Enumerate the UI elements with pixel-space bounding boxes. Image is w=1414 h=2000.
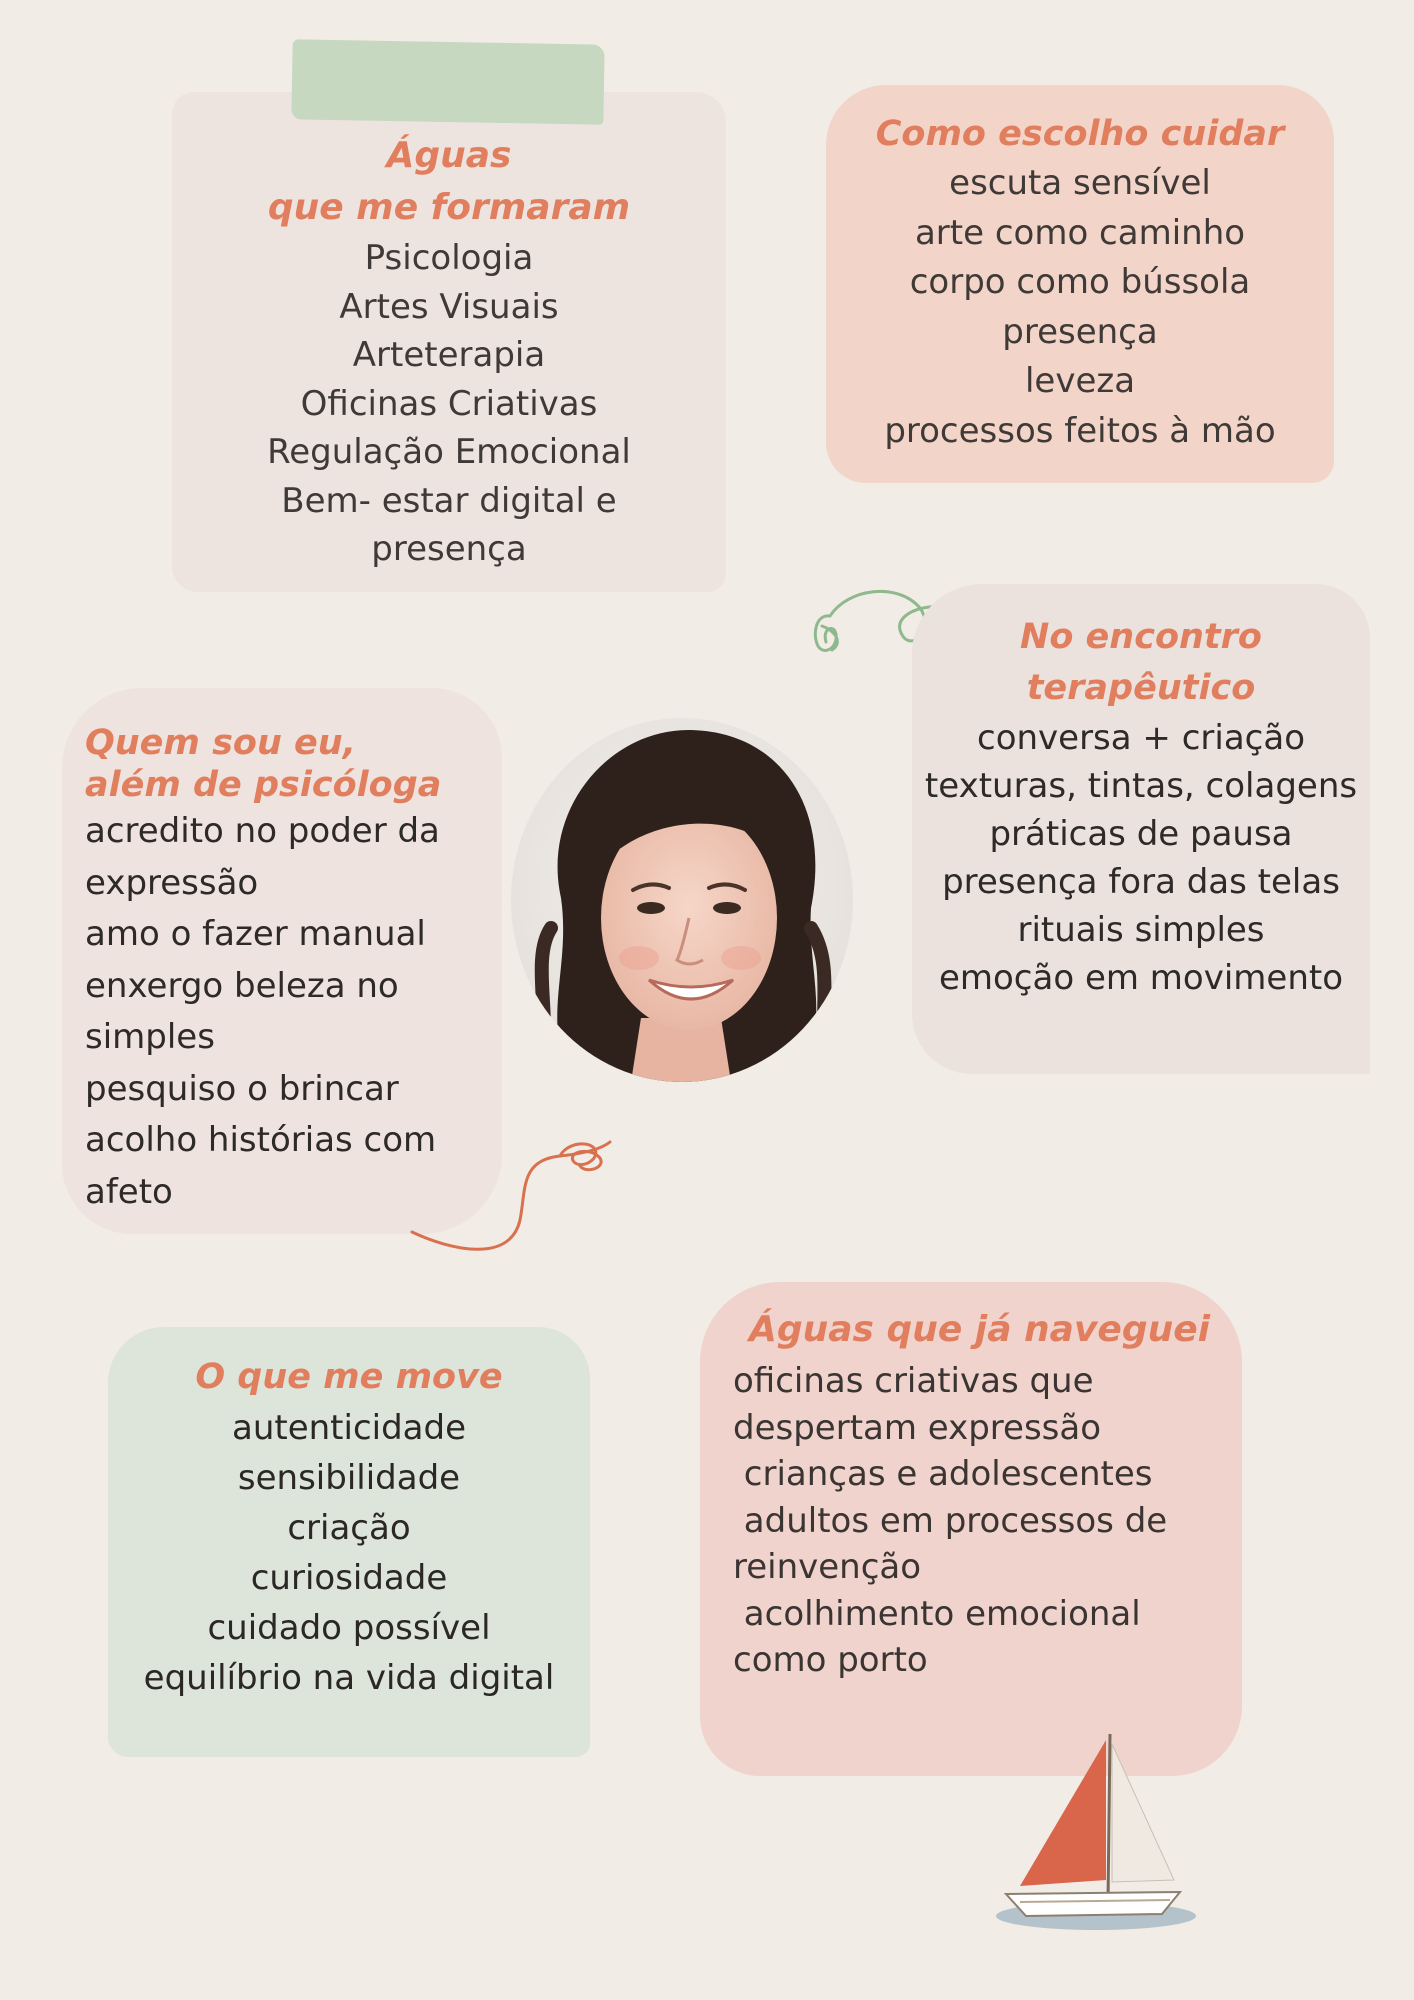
list-item: presença fora das telas [942, 862, 1340, 902]
list-item: leveza [1024, 361, 1136, 401]
list-item: presença [1002, 311, 1158, 352]
list-item: despertam expressão [733, 1407, 1102, 1448]
list-item: expressão [85, 862, 259, 903]
list-item: curiosidade [250, 1558, 448, 1598]
card-aguas-que-me-formaram [172, 92, 726, 592]
washi-tape-decoration [291, 39, 604, 124]
card-title-line: No encontro [1020, 617, 1262, 657]
list-item: acolho histórias com [85, 1120, 437, 1160]
list-item: acolhimento emocional [733, 1593, 1141, 1634]
list-item: Oficinas Criativas [300, 383, 598, 424]
list-item: processos feitos à mão [884, 410, 1276, 451]
list-item: cuidado possível [207, 1608, 491, 1648]
list-item: adultos em processos de [733, 1500, 1168, 1541]
list-item: amo o fazer manual [85, 914, 426, 954]
list-item: afeto [85, 1171, 173, 1212]
list-item: Artes Visuais [339, 286, 559, 327]
list-item: pesquiso o brincar [85, 1068, 399, 1109]
list-item: arte como caminho [914, 212, 1246, 253]
list-item: Bem- estar digital e [281, 480, 617, 521]
list-item: criação [287, 1508, 411, 1548]
card-title: Como escolho cuidar [875, 114, 1285, 154]
list-item: crianças e adolescentes [733, 1454, 1153, 1494]
card-title-line: Águas [386, 135, 512, 176]
list-item: simples [85, 1017, 215, 1057]
sailboat-illustration [990, 1730, 1196, 1940]
list-item: como porto [733, 1640, 928, 1680]
list-item: autenticidade [231, 1408, 466, 1448]
list-item: escuta sensível [949, 163, 1211, 203]
card-title: Águas que já naveguei [749, 1309, 1210, 1350]
list-item: Regulação Emocional [267, 432, 631, 472]
card-no-encontro-terapeutico [912, 584, 1370, 1074]
card-title-line: Quem sou eu, [85, 723, 356, 763]
card-title-line: além de psicóloga [85, 765, 442, 805]
list-item: texturas, tintas, colagens [924, 766, 1358, 806]
list-item: emoção em movimento [938, 958, 1344, 998]
list-item: Psicologia [364, 238, 534, 278]
card-como-escolho-cuidar [826, 85, 1334, 483]
card-title-line: terapêutico [1026, 668, 1256, 708]
list-item: conversa + criação [977, 718, 1305, 758]
list-item: oficinas criativas que [733, 1361, 1094, 1401]
card-aguas-que-ja-naveguei [700, 1282, 1242, 1776]
portrait-photo [511, 718, 853, 1082]
list-item: enxergo beleza no [85, 965, 399, 1006]
list-item: reinvenção [733, 1547, 922, 1587]
list-item: rituais simples [1017, 910, 1265, 950]
card-o-que-me-move [108, 1327, 590, 1757]
card-title-line: que me formaram [267, 187, 631, 228]
list-item: sensibilidade [237, 1458, 461, 1498]
list-item: acredito no poder da [85, 811, 440, 851]
list-item: práticas de pausa [989, 814, 1293, 854]
orange-swirl-doodle [410, 1140, 620, 1260]
list-item: corpo como bússola [909, 262, 1251, 302]
list-item: Arteterapia [352, 335, 546, 375]
list-item: equilíbrio na vida digital [143, 1658, 555, 1698]
card-title: O que me move [195, 1357, 503, 1397]
list-item: presença [371, 529, 527, 569]
